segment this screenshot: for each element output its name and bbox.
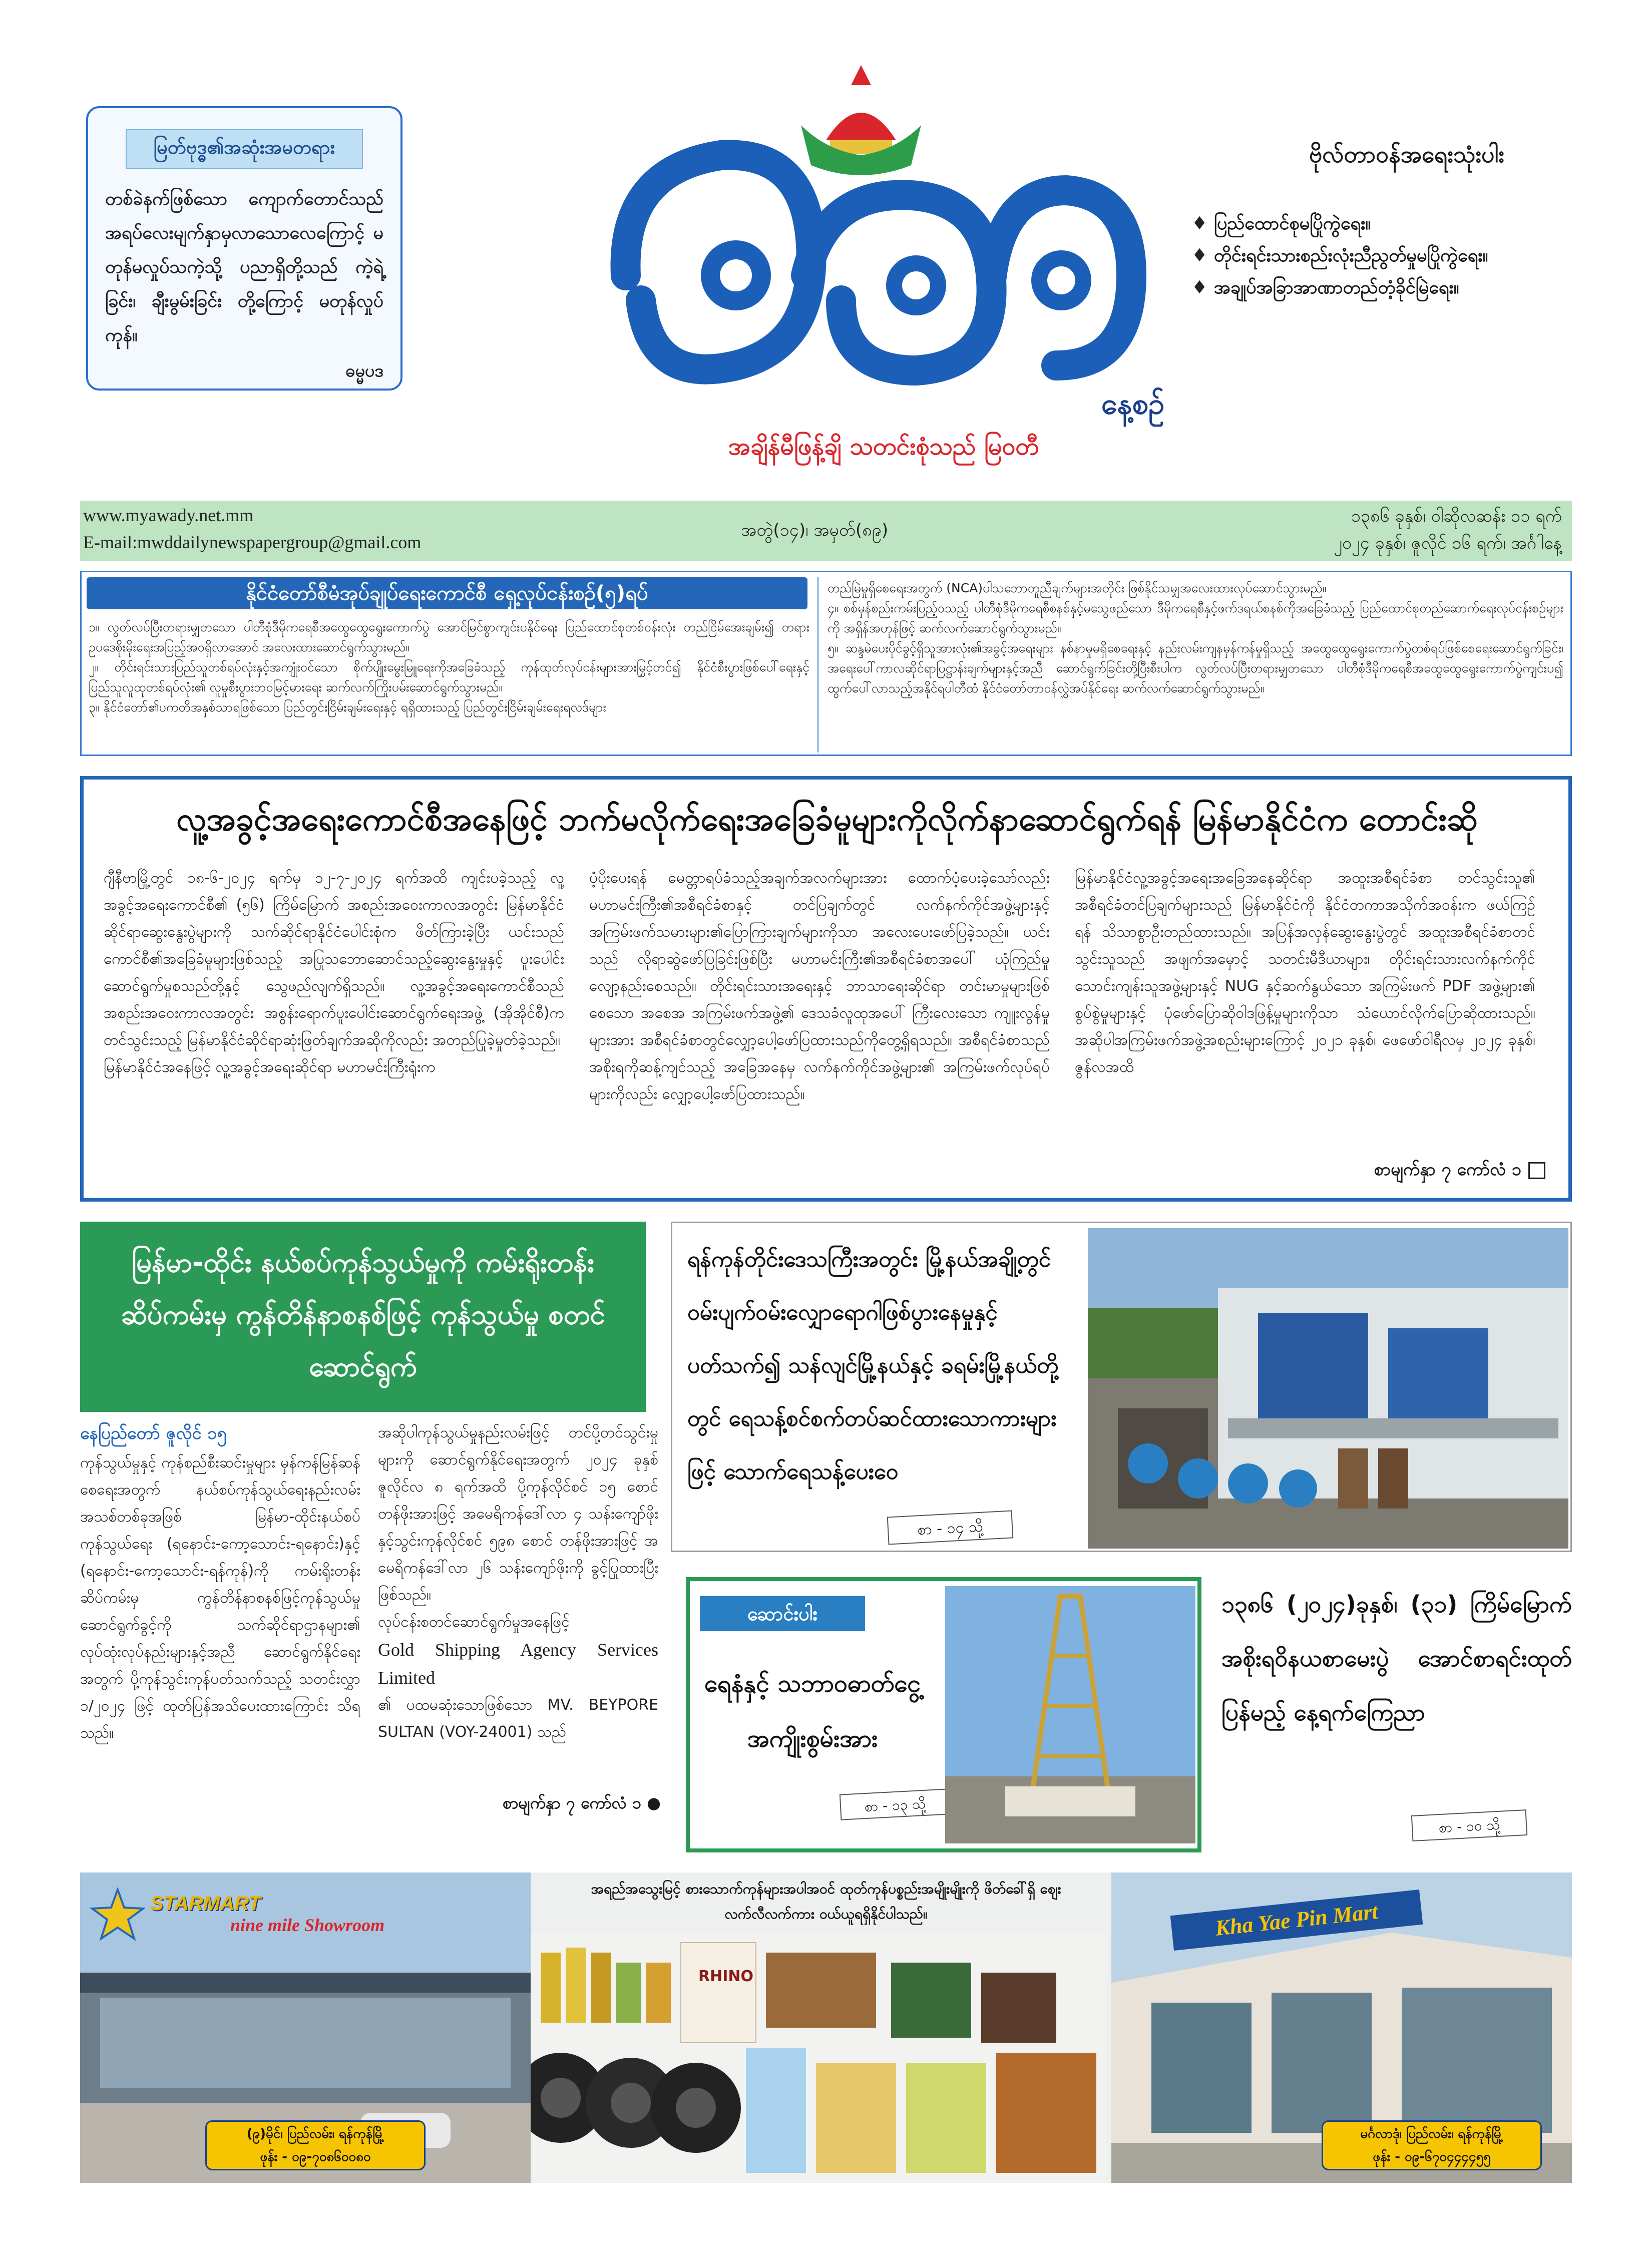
lead-col-1: ဂျီနီဗာမြို့တွင် ၁၈-၆-၂၀၂၄ ရက်မှ ၁၂-၇-၂၀၂၄ ရက်အထိ ကျင်းပခဲ့သည့် လူ့အခွင့်အရေးကောင်စီ၏ (၅၆) ကြိမ်မြောက် အစည်းအဝေးကာလအတွင်း မြန်မာနိုင်ငံဆိုင်ရာဆွေးနွေးပွဲများကို သက်ဆိုင်ရာနိုင်ငံပေါင်းစုံက ဖိတ်ကြားခဲ့ပြီး ယင်းသည် ကောင်စီ၏အခြေခံမူများဖြစ်သည့် အပြုသဘောဆောင်သည့်ဆွေးနွေးမှုနှင့် ပူးပေါင်းဆောင်ရွက်မှုစသည်တို့နှင့် သွေဖည်လျက်ရှိသည်။ လူ့အခွင့်အရေးကောင်စီသည် အစည်းအဝေးကာလအတွင်း အစွန်းရောက်ပူးပေါင်းဆောင်ရွက်ရေးအဖွဲ့ (အိုအိုင်စီ)က တင်သွင်းသည့် မြန်မာနိုင်ငံဆိုင်ရာဆုံးဖြတ်ချက်အဆိုကိုလည်း အတည်ပြုခဲ့မှုတ်ခဲ့သည်။ မြန်မာနိုင်ငံအနေဖြင့် လူ့အခွင့်အရေးဆိုင်ရာ မဟာမင်းကြီးရုံးက: [104, 869, 564, 1076]
masthead-slogan: အချိန်မီဖြန့်ချိ သတင်းစုံသည် မြဝတီ: [728, 433, 1039, 461]
three-duties-title: ဗိုလ်တာဝန်အရေးသုံးပါး: [1309, 141, 1505, 168]
water-story: [671, 1222, 1572, 1552]
starmart-sub: nine mile Showroom: [230, 1915, 385, 1935]
water-headline: ရန်ကုန်တိုင်းဒေသကြီးအတွင်း မြို့နယ်အချို့တွင် ဝမ်းပျက်ဝမ်းလျှောရောဂါဖြစ်ပွားနေမှုနှင့်ပတ်သက်၍ သန်လျင်မြို့နယ်နှင့် ခရမ်းမြို့နယ်တို့တွင် ရေသန့်စင်စက်တပ်ဆင်ထားသောကားများဖြင့် သောက်ရေသန့်ပေးဝေ: [687, 1247, 1058, 1484]
water-truck-photo: [1088, 1228, 1568, 1549]
address-left: (၉)မိုင်၊ ပြည်လမ်း၊ ရန်ကုန်မြို့ ဖုန်း - ၀၉-၇၀၈၆၀၀၈၀: [205, 2120, 426, 2170]
lead-story: [80, 776, 1572, 1202]
objective-item: ၁။ လွတ်လပ်ပြီးတရားမျှတသော ပါတီစုံဒီမိုကရေစီအထွေထွေရွေးကောက်ပွဲ အောင်မြင်စွာကျင်းပနိုင်ရေး ပြည်ထောင်စုတစ်ဝန်းလုံး တည်ငြိမ်အေးချမ်း၍ တရားဥပဒေစိုးမိုးရေးအပြည့်အဝရှိလာအောင် အလေးထားဆောင်ရွက်သွားမည်။: [89, 620, 809, 654]
objective-item: ၂။ တိုင်းရင်းသားပြည်သူတစ်ရပ်လုံးနှင့်အကျုံးဝင်သော စိုက်ပျိုးမွေးမြူရေးကိုအခြေခံသည့် ကုန်ထုတ်လုပ်ငန်းများအားမြှင့်တင်၍ နိုင်ငံစီးပွားဖြစ်ပေါ်ရေးနှင့် ပြည်သူလူထုတစ်ရပ်လုံး၏ လူမှုစီးပွားဘဝမြင့်မားရေး ဆက်လက်ကြိုးပမ်းဆောင်ရွက်သွားမည်။: [89, 660, 809, 694]
lead-col-2: ပံ့ပိုးပေးရန် မေတ္တာရပ်ခံသည့်အချက်အလက်များအား ထောက်ပံ့ပေးခဲ့သော်လည်း မဟာမင်းကြီး၏အစီရင်ခံစာနှင့် တင်ပြချက်တွင် လက်နက်ကိုင်အဖွဲ့များနှင့် အကြမ်းဖက်သမားများ၏ပြောကြားချက်များကိုသာ အလေးပေးဖော်ပြခဲ့သည်။ ယင်းသည် လိုရာဆွဲဖော်ပြခြင်းဖြစ်ပြီး မဟာမင်းကြီး၏အစီရင်ခံစာအပေါ် ယုံကြည်မှုလျော့နည်းစေသည်။ တိုင်းရင်းသားအရေးနှင့် ဘာသာရေးဆိုင်ရာ တင်းမာမှုများဖြစ်စေသော အစေအ အကြမ်းဖက်အဖွဲ့၏ ဒေသခံလူထုအပေါ် ကြီးလေးသော ကျူးလွန်မှုများအား အစီရင်ခံစာတွင်လျှော့ပေါ့ဖော်ပြထားသည်ကိုတွေ့ရှိရသည်။ အစီရင်ခံစာသည် အစိုးရကိုဆန့်ကျင်သည့် အခြေအနေမှ လက်နက်ကိုင်အဖွဲ့များ၏ အကြမ်းဖက်လုပ်ရပ်များကိုလည်း လျှော့ပေါ့ဖော်ပြထားသည်။: [589, 869, 1050, 1103]
diamond-icon: ♦: [1191, 245, 1214, 266]
diamond-icon: ♦: [1191, 277, 1214, 298]
diamond-icon: ♦: [1191, 213, 1214, 234]
duty-item: ♦ တိုင်းရင်းသားစည်းလုံးညီညွတ်မှုမပြိုကွဲရေး။: [1191, 245, 1488, 266]
trade-col-1: ကုန်သွယ်မှုနှင့် ကုန်စည်စီးဆင်းမှုများ မှန်ကန်မြန်ဆန်စေရေးအတွက် နယ်စပ်ကုန်သွယ်ရေးနည်းလမ်းအသစ်တစ်ခုအဖြစ် မြန်မာ-ထိုင်းနယ်စပ်ကုန်သွယ်ရေး (ရနောင်း-ကော့သောင်း-ရနောင်း)နှင့် (ရနောင်း-ကော့သောင်း-ရန်ကုန်)ကို ကမ်းရိုးတန်းဆိပ်ကမ်းမှ ကွန်တိန်နာစနစ်ဖြင့်ကုန်သွယ်မှု ဆောင်ရွက်ခွင့်ကို သက်ဆိုင်ရာဌာနများ၏ လုပ်ထုံးလုပ်နည်းများနှင့်အညီ ဆောင်ရွက်နိုင်ရေးအတွက် ပို့ကုန်သွင်းကုန်ပတ်သက်သည့် သတင်းလွှာ ၁/၂၀၂၄ ဖြင့် ထုတ်ပြန်အသိပေးထားကြောင်း သိရသည်။: [80, 1454, 360, 1742]
quote-title: မြတ်ဗုဒ္ဓ၏အဆုံးအမတရား: [126, 129, 363, 169]
water-ref[interactable]: စာ - ၁၄ သို့: [887, 1510, 1014, 1545]
masthead-logo: [591, 65, 1176, 461]
article-tag: ဆောင်းပါး: [700, 1596, 865, 1631]
advertisement: [80, 1872, 1572, 2183]
bullet-icon: ●: [641, 1793, 661, 1812]
trade-continued[interactable]: စာမျက်နှာ ၇ ကော်လံ ၁ ●: [503, 1793, 661, 1812]
address-right: မင်္ဂလာဒုံ၊ ပြည်လမ်း၊ ရန်ကုန်မြို့ ဖုန်း - ၀၉-၆၇၀၄၄၄၄၅၅: [1322, 2120, 1542, 2170]
khayaepin-brand: Kha Yae Pin Mart: [1170, 1890, 1423, 1951]
trade-headline: မြန်မာ-ထိုင်း နယ်စပ်ကုန်သွယ်မှုကို ကမ်းရိုးတန်းဆိပ်ကမ်းမှ ကွန်တိန်နာစနစ်ဖြင့် ကုန်သွယ်မှု စတင်ဆောင်ရွက်: [121, 1247, 605, 1382]
ad-banner-text: အရည်အသွေးမြင့် စားသောက်ကုန်များအပါအဝင် ထုတ်ကုန်ပစ္စည်းအမျိုးမျိုးကို ဖိတ်ခေါ်ရှိ ဈေးလက်လီလက်ကား ဝယ်ယူရရှိနိုင်ပါသည်။: [591, 1881, 1061, 1922]
volume-number: အတွဲ(၁၄)၊ အမှတ်(၈၉): [741, 520, 889, 540]
objectives-left: [89, 617, 809, 717]
article-box: [686, 1577, 1201, 1852]
objective-item: ၅။ ဆန္ဒမဲပေးပိုင်ခွင့်ရှိသူအားလုံး၏အခွင့်အရေးများ နစ်နာမှုမရှိစေရေးနှင့် နည်းလမ်းကျနမှန်ကန်မှုရှိသည့် အထွေထွေရွေးကောက်ပွဲတစ်ရပ်ဖြစ်စေရေးဆောင်ရွက်ခြင်း၊ အရေးပေါ်ကာလဆိုင်ရာပြဋ္ဌာန်းချက်များနှင့်အညီ ဆောင်ရွက်ခြင်းတို့ပြီးစီးပါက လွတ်လပ်ပြီးတရားမျှတသော ပါတီစုံဒီမိုကရေစီအထွေထွေရွေးကောက်ပွဲကျင်းပ၍ ထွက်ပေါ်လာသည့်အနိုင်ရပါတီထံ နိုင်ငံတော်တာဝန်လွှဲအပ်နိုင်ရေး ဆက်လက်ဆောင်ရွက်သွားမည်။: [828, 641, 1563, 695]
article-ref[interactable]: စာ - ၁၃ သို့: [840, 1788, 951, 1820]
date-burmese: ၁၃၈၆ ခုနှစ်၊ ဝါဆိုလဆန်း ၁၁ ရက်: [1351, 506, 1562, 526]
emblem-icon: [801, 65, 921, 175]
email-link[interactable]: E-mail:mwddailynewspapergroup@gmail.com: [83, 532, 422, 552]
masthead-suffix: နေ့စဉ်: [1101, 387, 1165, 421]
quote-text: တစ်ခဲနက်ဖြစ်သော ကျောက်တောင်သည် အရပ်လေးမျက်နှာမှလာသောလေကြောင့် မတုန်မလှုပ်သကဲ့သို့ ပညာရှိတို့သည် ကဲ့ရဲ့ခြင်း၊ ချီးမွမ်းခြင်း တို့ကြောင့် မတုန်လှုပ်ကုန်။: [105, 189, 383, 345]
objective-item: ၄။ စစ်မှန်စည်းကမ်းပြည့်ဝသည့် ပါတီစုံဒီမိုကရေစီစနစ်နှင့်မသွေဖည်သော ဒီမိုကရေစီနှင့်ဖက်ဒရယ်စနစ်ကိုအခြေခံသည့် ပြည်ထောင်စုတည်ဆောက်ရေးလုပ်ငန်းစဉ်များကို အရှိန်အဟုန်ဖြင့် ဆက်လက်ဆောင်ရွက်သွားမည်။: [828, 601, 1563, 635]
exam-headline: ၁၃၈၆ (၂၀၂၄)ခုနှစ်၊ (၃၁) ကြိမ်မြောက် အစိုးရဝိနယစာမေးပွဲ အောင်စာရင်းထုတ်ပြန်မည့် နေ့ရက်ကြေညာ: [1221, 1591, 1572, 1726]
duty-item: ♦ ပြည်ထောင်စုမပြိုကွဲရေး။: [1191, 213, 1371, 234]
masthead-title: [591, 65, 592, 66]
exam-ref[interactable]: စာ - ၁၀ သို့: [1411, 1809, 1527, 1841]
trade-dateline: နေပြည်တော် ဇူလိုင် ၁၅: [80, 1423, 227, 1443]
square-icon: [1528, 1162, 1545, 1179]
quote-box: [86, 106, 402, 391]
website-link[interactable]: www.myawady.net.mm: [83, 505, 254, 525]
objectives-box: [80, 571, 1572, 756]
rhino-label: RHINO: [698, 1968, 753, 1985]
masthead-logo-art: [591, 65, 1176, 461]
objectives-title: နိုင်ငံတော်စီမံအုပ်ချုပ်ရေးကောင်စီ ရှေ့လုပ်ငန်းစဉ်(၅)ရပ်: [87, 577, 807, 609]
info-bar: [80, 501, 1572, 561]
trade-headline-box: [80, 1222, 646, 1412]
three-duties: [1191, 140, 1622, 360]
products-photo: [531, 1933, 1106, 2183]
lead-col-3: မြန်မာနိုင်ငံလူ့အခွင့်အရေးအခြေအနေဆိုင်ရာ အထူးအစီရင်ခံစာ တင်သွင်းသူ၏ အစီရင်ခံတင်ပြချက်များသည် မြန်မာနိုင်ငံကို နိုင်ငံတကာအသိုက်အဝန်းက ဖယ်ကြဉ်ရန် သိသာစွာဦးတည်ထားသည်။ အပြန်အလှန်ဆွေးနွေးပွဲတွင် အထူးအစီရင်ခံစာတင်သွင်းသူသည် အဖျက်အမှောင့် သတင်းမီဒီယာများ၊ တိုင်းရင်းသားလက်နက်ကိုင် သောင်းကျန်းသူအဖွဲ့များနှင့် NUG နှင့်ဆက်နွယ်သော အကြမ်းဖက် PDF အဖွဲ့များ၏ စွပ်စွဲမှုများနှင့် ပုံဖော်ပြောဆိုဝါဒဖြန့်မှုများကိုသာ သံယောင်လိုက်ပြောဆိုထားသည်။ အဆိုပါအကြမ်းဖက်အဖွဲ့အစည်းများကြောင့် ၂၀၂၁ ခုနှစ်၊ ဖေဖော်ဝါရီလမှ ၂၀၂၄ ခုနှစ်၊ ဇွန်လအထိ: [1075, 869, 1535, 1076]
objectives-right: [828, 578, 1563, 698]
article-title: ရေနံနှင့် သဘာဝဓာတ်ငွေ့ အကျိုးစွမ်းအား: [704, 1670, 921, 1753]
duty-item: ♦ အချုပ်အခြာအာဏာတည်တံ့ခိုင်မြဲရေး။: [1191, 277, 1459, 298]
date-gregorian: ၂၀၂၄ ခုနှစ်၊ ဇူလိုင် ၁၆ ရက်၊ အင်္ဂါနေ့: [1334, 533, 1562, 553]
objectives-divider: [817, 577, 818, 753]
lead-headline: လူ့အခွင့်အရေးကောင်စီအနေဖြင့် ဘက်မလိုက်ရေးအခြေခံမူများကိုလိုက်နာဆောင်ရွက်ရန် မြန်မာနိုင်ငံက တောင်းဆို: [176, 801, 1478, 838]
starmart-brand: STARMART: [150, 1893, 261, 1915]
quote-source: ဓမ္မပဒ: [345, 361, 383, 381]
objective-item: တည်မြဲမှုရှိစေရေးအတွက် (NCA)ပါသဘောတူညီချက်များအတိုင်း ဖြစ်နိုင်သမျှအလေးထားလုပ်ဆောင်သွားမည်။: [828, 581, 1327, 595]
trade-col-2: အဆိုပါကုန်သွယ်မှုနည်းလမ်းဖြင့် တင်ပို့တင်သွင်းမှုများကို ဆောင်ရွက်နိုင်ရေးအတွက် ၂၀၂၄ ခုနှစ် ဇူလိုင်လ ၈ ရက်အထိ ပို့ကုန်လိုင်စင် ၁၅ စောင် တန်ဖိုးအားဖြင့် အမေရိကန်ဒေါ်လာ ၄ သန်းကျော်ဖိုးနှင့်သွင်းကုန်လိုင်စင် ၅၉၈ စောင် တန်ဖိုးအားဖြင့် အမေရိကန်ဒေါ်လာ ၂၆ သန်းကျော်ဖိုးကို ခွင့်ပြုထားပြီးဖြစ်သည်။ လုပ်ငန်းစတင်ဆောင်ရွက်မှုအနေဖြင့် Gold Shipping Agency Services Limited ၏ ပထမဆုံးသောဖြစ်သော MV. BEYPORE SULTAN (VOY-24001) သည်: [378, 1424, 658, 1741]
lead-continued[interactable]: စာမျက်နှာ ၇ ကော်လံ ၁: [1335, 1158, 1545, 1188]
oil-rig-photo: [945, 1586, 1195, 1843]
starmart-logo-icon: [90, 1888, 145, 1943]
objective-item: ၃။ နိုင်ငံတော်၏ပကတိအနှစ်သာရဖြစ်သော ပြည်တွင်းငြိမ်းချမ်းရေးနှင့် ရရှိထားသည့် ပြည်တွင်းငြိမ်းချမ်းရေးရလဒ်များ: [89, 700, 606, 714]
